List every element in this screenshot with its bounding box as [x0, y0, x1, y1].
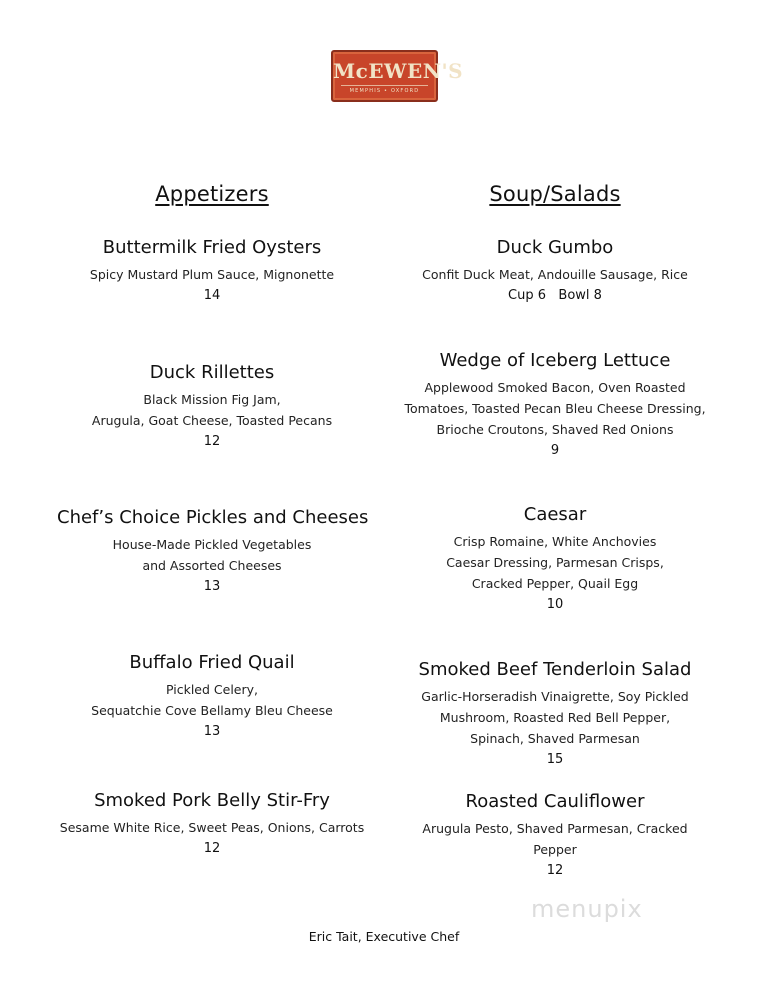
menu-item-name: Caesar [523, 504, 587, 525]
menu-item [400, 790, 710, 881]
menu-item [57, 506, 367, 597]
menu-item-price: 13 [203, 579, 221, 594]
menu-item-name: Chef’s Choice Pickles and Cheeses [57, 507, 369, 528]
executive-chef-credit: Eric Tait, Executive Chef [308, 929, 460, 944]
menu-item-name: Buffalo Fried Quail [129, 652, 295, 673]
menu-item [57, 789, 367, 859]
menu-item [400, 503, 710, 615]
menu-item-price: 15 [546, 752, 564, 767]
menu-item-price: 12 [546, 863, 564, 878]
menu-item-description: Arugula Pesto, Shaved Parmesan, Cracked Pepper [422, 821, 688, 857]
menu-item-description: Confit Duck Meat, Andouille Sausage, Rice [422, 267, 688, 282]
menu-item [57, 651, 367, 742]
menu-item-description: Sesame White Rice, Sweet Peas, Onions, Carrots [59, 820, 365, 835]
menu-item-price: 13 [203, 724, 221, 739]
watermark: menupix [531, 895, 643, 923]
menu-item-price: 9 [550, 443, 560, 458]
menu-item-description: Crisp Romaine, White Anchovies Caesar Dressing, Parmesan Crisps, Cracked Pepper, Quail Egg [446, 534, 664, 591]
menu-item-description: House-Made Pickled Vegetables and Assorted Cheeses [112, 537, 312, 573]
menu-item-name: Smoked Beef Tenderloin Salad [418, 659, 692, 680]
logo-name: McEWEN'S [333, 59, 464, 83]
restaurant-logo [331, 50, 464, 102]
menu-item-description: Pickled Celery, Sequatchie Cove Bellamy Bleu Cheese [91, 682, 333, 718]
menu-item-description: Garlic-Horseradish Vinaigrette, Soy Pickled Mushroom, Roasted Red Bell Pepper, Spinach, Shaved Parmesan [421, 689, 689, 746]
menu-item-name: Buttermilk Fried Oysters [102, 237, 322, 258]
menu-item-name: Roasted Cauliflower [465, 791, 645, 812]
menu-item-price: 12 [203, 841, 221, 856]
menu-item-price: 10 [546, 597, 564, 612]
appetizers-heading: Appetizers [155, 182, 269, 206]
menu-item [57, 236, 367, 306]
menu-item-name: Duck Rillettes [149, 362, 275, 383]
menu-item [400, 658, 710, 770]
menu-item [400, 236, 710, 306]
menu-item [57, 361, 367, 452]
menu-item-price: Cup 6 Bowl 8 [508, 288, 602, 303]
menu-item-description: Black Mission Fig Jam, Arugula, Goat Cheese, Toasted Pecans [91, 392, 333, 428]
menu-item-price: 12 [203, 434, 221, 449]
menu-item [400, 349, 710, 461]
menu-item-price: 14 [203, 288, 221, 303]
logo-subtitle: MEMPHIS • OXFORD [349, 88, 420, 94]
soup-salads-heading: Soup/Salads [489, 182, 621, 206]
menu-item-description: Spicy Mustard Plum Sauce, Mignonette [89, 267, 335, 282]
menu-item-name: Wedge of Iceberg Lettuce [439, 350, 671, 371]
logo-divider [341, 85, 428, 86]
menu-item-name: Duck Gumbo [496, 237, 614, 258]
menu-item-name: Smoked Pork Belly Stir-Fry [94, 790, 330, 811]
menu-item-description: Applewood Smoked Bacon, Oven Roasted Tomatoes, Toasted Pecan Bleu Cheese Dressing, Brioche Croutons, Shaved Red Onions [404, 380, 706, 437]
